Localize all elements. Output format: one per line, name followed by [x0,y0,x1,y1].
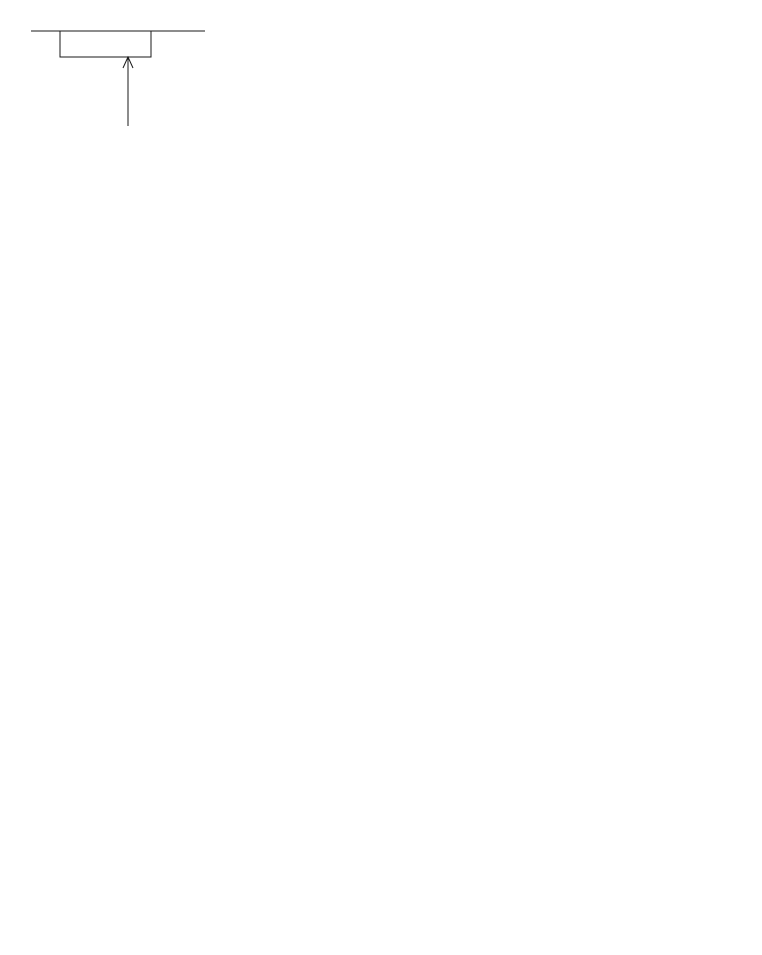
heating-scheme [31,31,205,126]
slab-outline [60,31,151,57]
